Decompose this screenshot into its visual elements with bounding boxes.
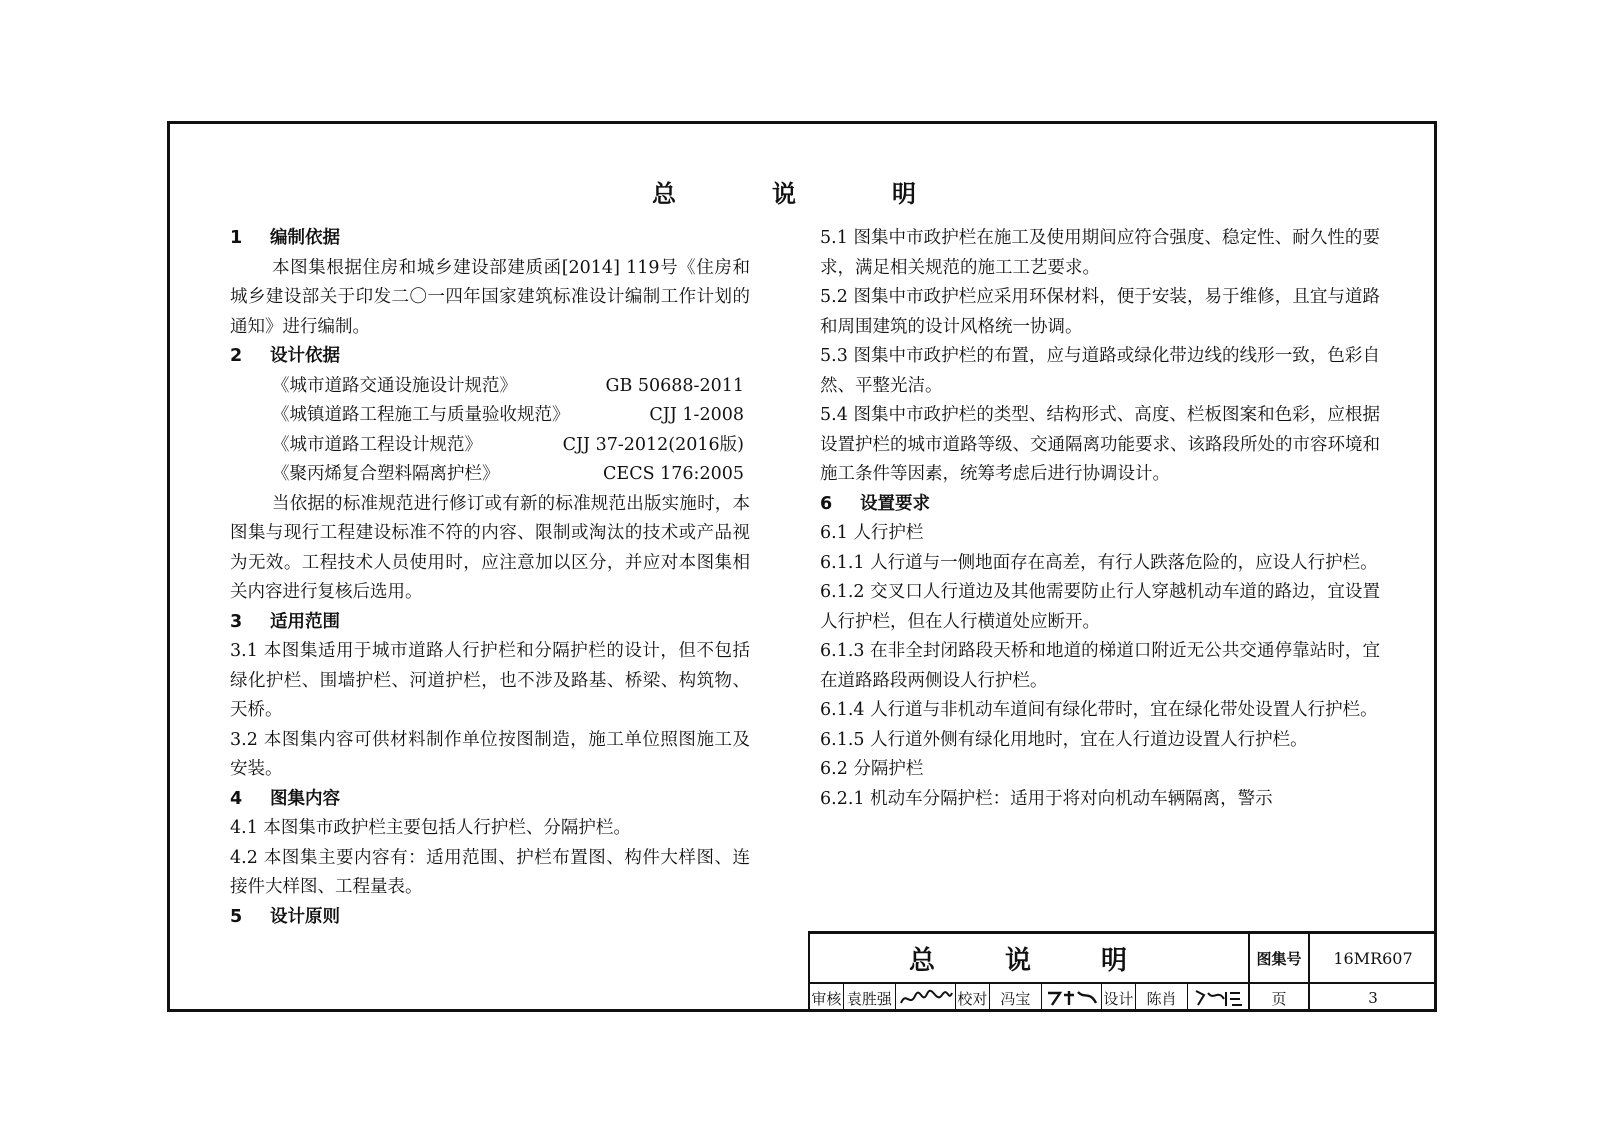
standard-row: 《城市道路交通设施设计规范》 GB 50688-2011	[272, 375, 744, 396]
paragraph-6-1: 6.1 人行护栏	[820, 523, 924, 543]
atlas-number-label: 图集号	[1250, 934, 1310, 984]
section-heading-2: 2 设计依据	[230, 346, 340, 366]
paragraph-6-2: 6.2 分隔护栏	[820, 759, 924, 779]
section-heading-6: 6 设置要求	[820, 493, 930, 514]
designer-signature	[1188, 984, 1248, 1012]
paragraph-6-2-1: 6.2.1 机动车分隔护栏：适用于将对向机动车辆隔离，警示	[820, 788, 1273, 809]
check-label: 校对	[956, 984, 990, 1012]
atlas-number: 16MR607	[1310, 934, 1436, 984]
paragraph-6-1-2: 6.1.2 交叉口人行道边及其他需要防止行人穿越机动车道的路边，宜设置人行护栏，但在人行横道处应断开。	[820, 582, 1380, 632]
paragraph-6-1-3: 6.1.3 在非全封闭路段天桥和地道的梯道口附近无公共交通停靠站时，宜在道路路段两侧设人行护栏。	[820, 641, 1380, 691]
standard-row: 《城镇道路工程施工与质量验收规范》 CJJ 1-2008	[272, 405, 744, 425]
page-label: 页	[1250, 984, 1310, 1012]
paragraph-3-2: 3.2 本图集内容可供材料制作单位按图制造，施工单位照图施工及安装。	[230, 729, 750, 779]
section-heading-1: 1 编制依据	[230, 228, 340, 248]
right-column	[820, 224, 1380, 814]
title-block	[808, 931, 1434, 1009]
paragraph-5-3: 5.3 图集中市政护栏的布置，应与道路或绿化带边线的线形一致，色彩自然、平整光洁。	[820, 346, 1380, 396]
paragraph-6-1-1: 6.1.1 人行道与一侧地面存在高差，有行人跌落危险的，应设人行护栏。	[820, 552, 1378, 573]
standard-row: 《聚丙烯复合塑料隔离护栏》 CECS 176:2005	[272, 464, 744, 484]
checker-signature	[1042, 984, 1102, 1012]
checker-name: 冯宝	[990, 984, 1042, 1012]
section-heading-5: 5 设计原则	[230, 906, 340, 927]
standard-row: 《城市道路工程设计规范》 CJJ 37-2012(2016版)	[272, 434, 744, 455]
review-label: 审核	[810, 984, 844, 1012]
paragraph-standards-note: 当依据的标准规范进行修订或有新的标准规范出版实施时，本图集与现行工程建设标准不符的内容、限制或淘汰的技术或产品视为无效。工程技术人员使用时，应注意加以区分，并应对本图集相关内容进行复核后选用。	[230, 493, 750, 602]
paragraph-5-2: 5.2 图集中市政护栏应采用环保材料，便于安装，易于维修，且宜与道路和周围建筑的设计风格统一协调。	[820, 287, 1380, 337]
paragraph-4-1: 4.1 本图集市政护栏主要包括人行护栏、分隔护栏。	[230, 818, 631, 838]
paragraph-compile-basis: 本图集根据住房和城乡建设部建质函[2014] 119号《住房和城乡建设部关于印发二〇一四年国家建筑标准设计编制工作计划的通知》进行编制。	[230, 257, 750, 337]
paragraph-6-1-4: 6.1.4 人行道与非机动车道间有绿化带时，宜在绿化带处设置人行护栏。	[820, 700, 1378, 720]
paragraph-5-4: 5.4 图集中市政护栏的类型、结构形式、高度、栏板图案和色彩，应根据设置护栏的城市道路等级、交通隔离功能要求、该路段所处的市容环境和施工条件等因素，统筹考虑后进行协调设计。	[820, 405, 1380, 484]
title-block-title: 总 说 明	[810, 934, 1250, 984]
paragraph-5-1: 5.1 图集中市政护栏在施工及使用期间应符合强度、稳定性、耐久性的要求，满足相关规范的施工工艺要求。	[820, 228, 1380, 278]
reviewer-signature	[896, 984, 956, 1012]
paragraph-4-2: 4.2 本图集主要内容有：适用范围、护栏布置图、构件大样图、连接件大样图、工程量表。	[230, 847, 750, 897]
drawing-frame	[167, 121, 1437, 1012]
paragraph-6-1-5: 6.1.5 人行道外侧有绿化用地时，宜在人行道边设置人行护栏。	[820, 729, 1308, 750]
signature-row	[810, 984, 1250, 1012]
page-number: 3	[1368, 989, 1378, 1007]
section-heading-4: 4 图集内容	[230, 788, 340, 809]
page-title: 总 说 明	[652, 180, 952, 208]
reviewer-name: 袁胜强	[844, 984, 896, 1012]
designer-name: 陈肖	[1136, 984, 1188, 1012]
design-label: 设计	[1102, 984, 1136, 1012]
paragraph-3-1: 3.1 本图集适用于城市道路人行护栏和分隔护栏的设计，但不包括绿化护栏、围墙护栏、河道护栏，也不涉及路基、桥梁、构筑物、天桥。	[230, 641, 750, 720]
section-heading-3: 3 适用范围	[230, 611, 340, 632]
left-column	[230, 224, 750, 932]
